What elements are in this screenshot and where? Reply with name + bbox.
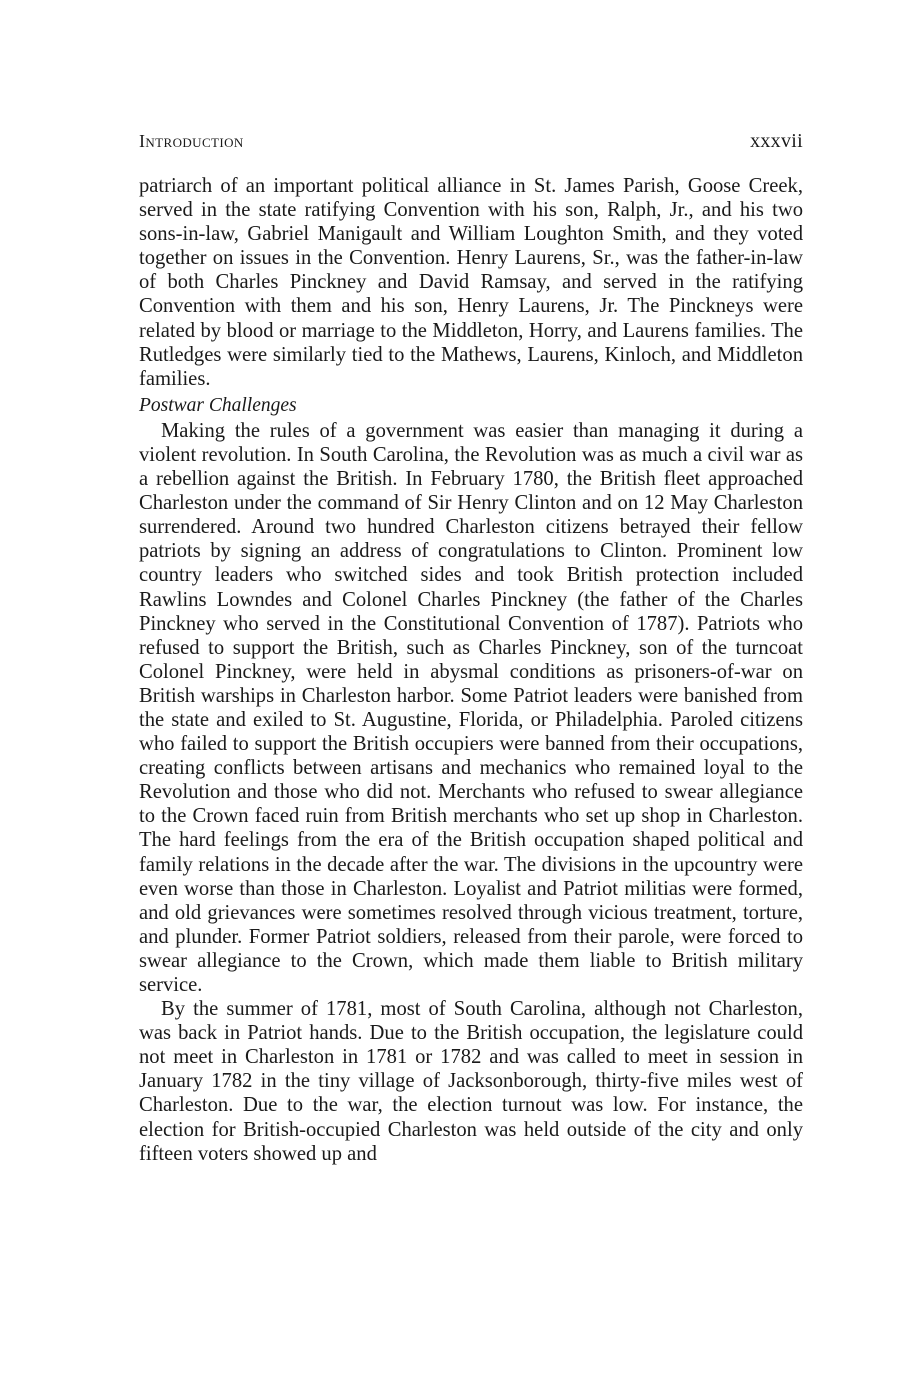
book-page	[139, 130, 803, 1166]
body-text	[139, 174, 803, 1166]
page-number: xxxvii	[750, 130, 803, 152]
running-head	[139, 130, 803, 154]
paragraph-continued: patriarch of an important political alliance in St. James Parish, Goose Creek, served in the state ratifying Convention with his son, Ralph, Jr., and his two sons-in-law, Gabriel Manigault and William Loughton Smith, and they voted together on issues in the Convention. Henry Laurens, Sr., was the father-in-law of both Charles Pinckney and David Ramsay, and served in the ratifying Convention with them and his son, Henry Laurens, Jr. The Pinckneys were related by blood or marriage to the Middleton, Horry, and Laurens families. The Rutledges were similarly tied to the Mathews, Laurens, Kinloch, and Middleton families.	[139, 175, 803, 390]
section-heading: Postwar Challenges	[139, 394, 297, 416]
paragraph: By the summer of 1781, most of South Carolina, although not Charleston, was back in Patriot hands. Due to the British occupation, the legislature could not meet in Charleston in 1781 or 1782 and was called to meet in session in January 1782 in the tiny village of Jacksonborough, thirty-five miles west of Charleston. Due to the war, the election turnout was low. For instance, the election for British-occupied Charleston was held outside of the city and only fifteen voters showed up and	[139, 998, 803, 1165]
running-title: Introduction	[139, 131, 244, 151]
paragraph: Making the rules of a government was easier than managing it during a violent revolution. In South Carolina, the Revolution was as much a civil war as a rebellion against the British. In February 1780, the British fleet approached Charleston under the command of Sir Henry Clinton and on 12 May Charleston surrendered. Around two hundred Charleston citizens betrayed their fellow patriots by signing an address of congratulations to Clinton. Prominent low country leaders who switched sides and took British protection included Rawlins Lowndes and Colonel Charles Pinckney (the father of the Charles Pinckney who served in the Constitutional Convention of 1787). Patriots who refused to support the British, such as Charles Pinckney, son of the turncoat Colonel Pinckney, were held in abysmal conditions as prisoners-of-war on British warships in Charleston harbor. Some Patriot leaders were banished from the state and exiled to St. Augustine, Florida, or Philadelphia. Paroled citizens who failed to support the British occupiers were banned from their occupations, creating conflicts between artisans and mechanics who remained loyal to the Revolution and those who did not. Merchants who refused to swear allegiance to the Crown faced ruin from British merchants who set up shop in Charleston. The hard feelings from the era of the British occupation shaped political and family relations in the decade after the war. The divisions in the upcountry were even worse than those in Charleston. Loyalist and Patriot militias were formed, and old grievances were sometimes resolved through vicious treatment, torture, and plunder. Former Patriot soldiers, released from their parole, were forced to swear allegiance to the Crown, which made them liable to British military service.	[139, 419, 803, 996]
